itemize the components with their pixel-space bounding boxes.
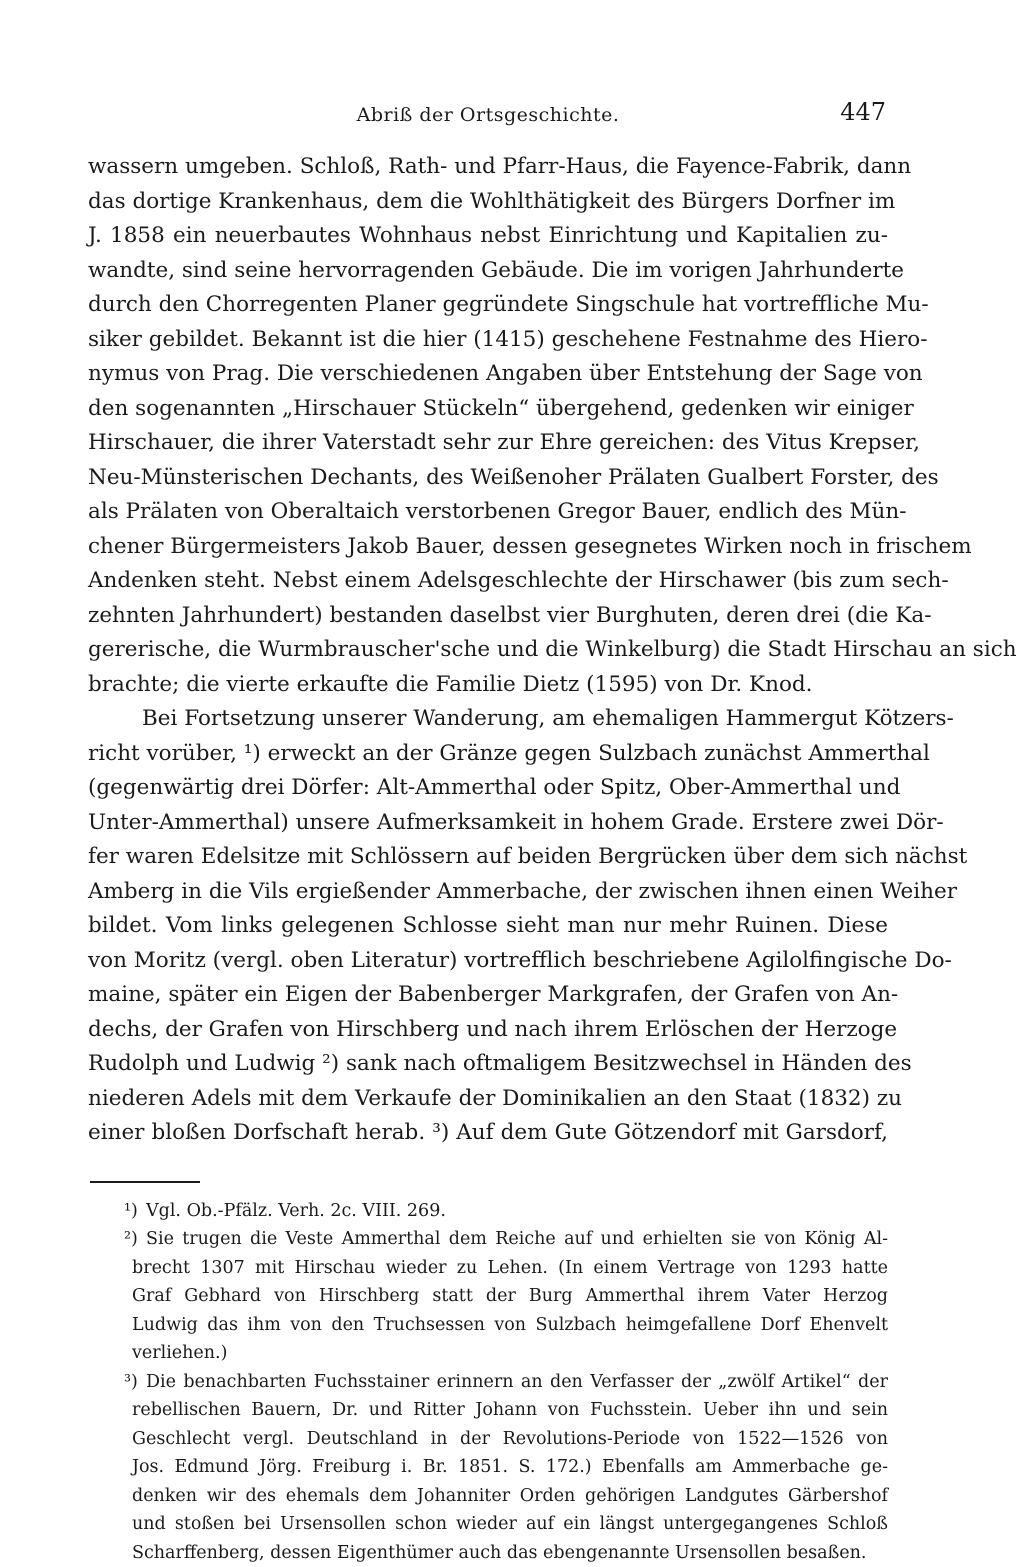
footnote-mark: ³) [124, 1368, 138, 1397]
page-number: 447 [840, 98, 886, 126]
text-line: wassern umgeben. Schloß, Rath- und Pfarr-Haus, die Fayence-Fabrik, dann [88, 150, 888, 185]
text-line: den sogenannten „Hirschauer Stückeln“ übergehend, gedenken wir einiger [88, 392, 888, 427]
text-line: chener Bürgermeisters Jakob Bauer, dessen gesegnetes Wirken noch in frischem [88, 530, 888, 565]
footnote-line: Graf Gebhard von Hirschberg statt der Burg Ammerthal ihrem Vater Herzog [88, 1282, 888, 1311]
footnote-line: Jos. Edmund Jörg. Freiburg i. Br. 1851. S. 172.) Ebenfalls am Ammerbache ge- [88, 1453, 888, 1482]
footnote-line: Geschlecht vergl. Deutschland in der Revolutions-Periode von 1522—1526 von [88, 1425, 888, 1454]
text-line: brachte; die vierte erkaufte die Familie Dietz (1595) von Dr. Knod. [88, 668, 888, 703]
text-line: (gegenwärtig drei Dörfer: Alt-Ammerthal oder Spitz, Ober-Ammerthal und [88, 771, 888, 806]
text-line: Neu-Münsterischen Dechants, des Weißenoher Prälaten Gualbert Forster, des [88, 461, 888, 496]
footnote-line [88, 1368, 888, 1397]
text-line: nymus von Prag. Die verschiedenen Angaben über Entstehung der Sage von [88, 357, 888, 392]
footnotes [88, 1197, 888, 1567]
footnote-line: brecht 1307 mit Hirschau wieder zu Lehen. (In einem Vertrage von 1293 hatte [88, 1254, 888, 1283]
text-line: niederen Adels mit dem Verkaufe der Dominikalien an den Staat (1832) zu [88, 1082, 888, 1117]
footnote-1 [88, 1197, 888, 1226]
text-line: Unter-Ammerthal) unsere Aufmerksamkeit in hohem Grade. Erstere zwei Dör- [88, 806, 888, 841]
text-line: Amberg in die Vils ergießender Ammerbache, der zwischen ihnen einen Weiher [88, 875, 888, 910]
text-line: Bei Fortsetzung unserer Wanderung, am ehemaligen Hammergut Kötzers- [88, 702, 888, 737]
text-line: richt vorüber, ¹) erweckt an der Gränze gegen Sulzbach zunächst Ammerthal [88, 737, 888, 772]
text-line: als Prälaten von Oberaltaich verstorbenen Gregor Bauer, endlich des Mün- [88, 495, 888, 530]
footnote-line: Scharffenberg, dessen Eigenthümer auch das ebengenannte Ursensollen besaßen. [88, 1539, 888, 1567]
text-line: J. 1858 ein neuerbautes Wohnhaus nebst Einrichtung und Kapitalien zu- [88, 219, 888, 254]
footnote-line [88, 1225, 888, 1254]
footnote-2 [88, 1225, 888, 1368]
text-line: Andenken steht. Nebst einem Adelsgeschlechte der Hirschawer (bis zum sech- [88, 564, 888, 599]
main-text [88, 150, 888, 1151]
footnote-line: Ludwig das ihm von den Truchsessen von Sulzbach heimgefallene Dorf Ehenvelt [88, 1311, 888, 1340]
text-line: durch den Chorregenten Planer gegründete Singschule hat vortreffliche Mu- [88, 288, 888, 323]
text-line: Rudolph und Ludwig ²) sank nach oftmaligem Besitzwechsel in Händen des [88, 1047, 888, 1082]
footnote-line: verliehen.) [88, 1339, 888, 1368]
book-page [88, 96, 888, 1567]
text-line: siker gebildet. Bekannt ist die hier (1415) geschehene Festnahme des Hiero- [88, 323, 888, 358]
text-line: fer waren Edelsitze mit Schlössern auf beiden Bergrücken über dem sich nächst [88, 840, 888, 875]
footnote-text: Sie trugen die Veste Ammerthal dem Reiche auf und erhielten sie von König Al- [146, 1229, 888, 1249]
footnote-line [88, 1197, 888, 1226]
text-line: gererische, die Wurmbrauscher'sche und die Winkelburg) die Stadt Hirschau an sich [88, 633, 888, 668]
footnote-mark: ²) [124, 1225, 138, 1254]
text-line: bildet. Vom links gelegenen Schlosse sieht man nur mehr Ruinen. Diese [88, 909, 888, 944]
running-title: Abriß der Ortsgeschichte. [88, 104, 888, 126]
running-head [88, 96, 888, 136]
text-line: einer bloßen Dorfschaft herab. ³) Auf dem Gute Götzendorf mit Garsdorf, [88, 1116, 888, 1151]
text-line: dechs, der Grafen von Hirschberg und nach ihrem Erlöschen der Herzoge [88, 1013, 888, 1048]
footnote-text: Vgl. Ob.-Pfälz. Verh. 2c. VIII. 269. [146, 1201, 446, 1221]
text-line: das dortige Krankenhaus, dem die Wohlthätigkeit des Bürgers Dorfner im [88, 185, 888, 220]
footnote-rule [90, 1181, 200, 1183]
text-line: Hirschauer, die ihrer Vaterstadt sehr zur Ehre gereichen: des Vitus Krepser, [88, 426, 888, 461]
text-line: zehnten Jahrhundert) bestanden daselbst vier Burghuten, deren drei (die Ka- [88, 599, 888, 634]
text-line: wandte, sind seine hervorragenden Gebäude. Die im vorigen Jahrhunderte [88, 254, 888, 289]
text-line: von Moritz (vergl. oben Literatur) vortrefflich beschriebene Agilolfingische Do- [88, 944, 888, 979]
footnote-line: und stoßen bei Ursensollen schon wieder auf ein längst untergegangenes Schloß [88, 1510, 888, 1539]
footnote-3 [88, 1368, 888, 1567]
footnote-text: Die benachbarten Fuchsstainer erinnern an den Verfasser der „zwölf Artikel“ der [146, 1372, 888, 1392]
footnote-mark: ¹) [124, 1197, 138, 1226]
text-line: maine, später ein Eigen der Babenberger Markgrafen, der Grafen von An- [88, 978, 888, 1013]
footnote-line: rebellischen Bauern, Dr. und Ritter Johann von Fuchsstein. Ueber ihn und sein [88, 1396, 888, 1425]
footnote-line: denken wir des ehemals dem Johanniter Orden gehörigen Landgutes Gärbershof [88, 1482, 888, 1511]
